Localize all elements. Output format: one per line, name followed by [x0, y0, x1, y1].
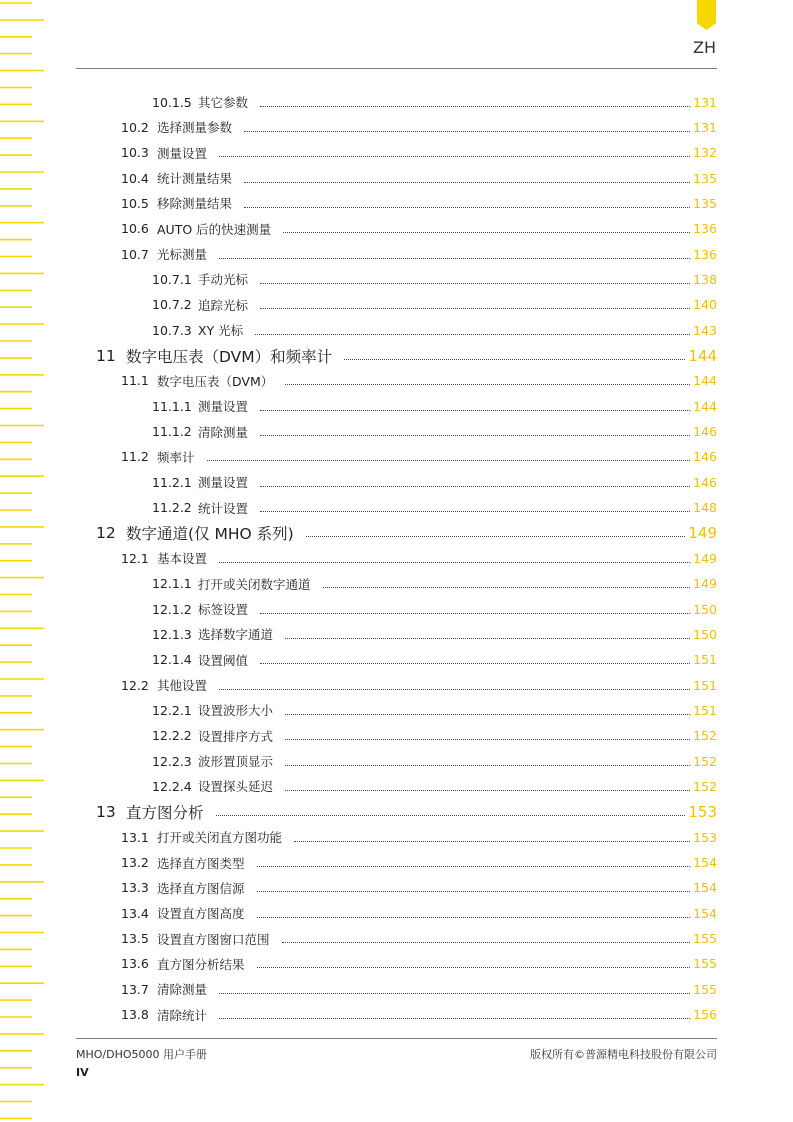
toc-entry[interactable] [0, 774, 793, 798]
dot-leader [260, 283, 690, 284]
toc-entry[interactable] [0, 952, 793, 976]
toc-entry-page: 148 [693, 500, 717, 516]
toc-entry-page: 152 [693, 753, 717, 769]
toc-entry-number: 11.2 [121, 449, 149, 465]
toc-entry-number: 13.5 [121, 931, 149, 947]
toc-entry-number: 13.8 [121, 1007, 149, 1023]
dot-leader [219, 689, 690, 690]
dot-leader [260, 486, 690, 487]
dot-leader [260, 308, 690, 309]
toc-entry-number: 13.6 [121, 956, 149, 972]
toc-entry-page: 150 [693, 626, 717, 642]
language-tab-label: ZH [693, 38, 716, 57]
toc-entry[interactable] [0, 420, 793, 444]
toc-entry[interactable] [0, 521, 793, 545]
toc-entry-page: 131 [693, 119, 717, 135]
toc-entry[interactable] [0, 293, 793, 317]
dot-leader [257, 891, 691, 892]
footer-rule [76, 1038, 717, 1039]
toc-entry-title: 打开或关闭直方图功能 [157, 830, 283, 846]
toc-entry-page: 136 [693, 246, 717, 262]
toc-entry-number: 10.5 [121, 195, 149, 211]
toc-entry-page: 151 [693, 652, 717, 668]
toc-entry-page: 144 [693, 398, 717, 414]
dot-leader [244, 182, 690, 183]
toc-entry-title: 其他设置 [157, 678, 208, 694]
toc-entry-number: 10.7.3 [152, 322, 192, 338]
toc-entry[interactable] [0, 825, 793, 849]
dot-leader [219, 1018, 690, 1019]
toc-entry-title: 清除统计 [157, 1007, 208, 1023]
toc-entry-title: 波形置顶显示 [198, 754, 274, 770]
header-rule [76, 68, 717, 69]
toc-entry-number: 13 [96, 802, 116, 821]
toc-entry[interactable] [0, 242, 793, 266]
toc-entry-number: 11.1.1 [152, 398, 192, 414]
toc-entry-number: 10.6 [121, 221, 149, 237]
toc-entry-title: 直方图分析 [126, 803, 204, 822]
toc-entry-page: 154 [693, 880, 717, 896]
page-number: IV [76, 1066, 89, 1079]
toc-entry-title: 设置探头延迟 [198, 779, 274, 795]
toc-entry-title: 打开或关闭数字通道 [198, 576, 311, 592]
toc-entry-title: 光标测量 [157, 247, 208, 263]
dot-leader [294, 841, 690, 842]
toc-entry-page: 149 [693, 576, 717, 592]
dot-leader [285, 638, 690, 639]
toc-entry-title: 标签设置 [198, 602, 249, 617]
toc-entry-title: 统计测量结果 [157, 171, 233, 187]
dot-leader [260, 106, 690, 107]
dot-leader [219, 258, 690, 259]
toc-entry-title: 设置直方图窗口范围 [157, 931, 270, 947]
toc-entry[interactable] [0, 977, 793, 1001]
toc-entry-page: 155 [693, 956, 717, 972]
toc-entry[interactable] [0, 217, 793, 241]
toc-entry-number: 13.1 [121, 829, 149, 845]
dot-leader [260, 613, 690, 614]
toc-entry[interactable] [0, 470, 793, 494]
toc-entry[interactable] [0, 572, 793, 596]
toc-entry[interactable] [0, 673, 793, 697]
toc-entry-title: 测量设置 [198, 475, 249, 491]
toc-entry[interactable] [0, 166, 793, 190]
toc-entry-number: 11.1.2 [152, 424, 192, 440]
toc-entry-page: 146 [693, 449, 717, 465]
toc-entry-title: 设置波形大小 [198, 703, 274, 719]
toc-entry-title: 清除测量 [198, 424, 249, 440]
toc-entry-number: 12.1.4 [152, 652, 192, 668]
toc-entry-title: 数字通道(仅 MHO 系列) [126, 524, 294, 543]
toc-entry-number: 10.7.1 [152, 271, 192, 287]
dot-leader [285, 714, 690, 715]
toc-entry-title: 频率计 [157, 449, 195, 465]
toc-entry-title: 选择直方图信源 [157, 880, 245, 896]
dot-leader [260, 663, 690, 664]
toc-entry-page: 155 [693, 931, 717, 947]
dot-leader [219, 993, 690, 994]
toc-entry-number: 13.4 [121, 905, 149, 921]
toc-entry[interactable] [0, 496, 793, 520]
toc-entry-title: 设置排序方式 [198, 728, 274, 744]
toc-entry-title: 测量设置 [157, 145, 208, 161]
toc-entry-number: 12.1.1 [152, 576, 192, 592]
toc-entry-number: 12.2.2 [152, 728, 192, 744]
toc-entry-title: 追踪光标 [198, 297, 249, 313]
toc-entry-title: 清除测量 [157, 982, 208, 998]
dot-leader [344, 359, 685, 360]
toc-entry-number: 10.7 [121, 246, 149, 262]
toc-entry-number: 10.1.5 [152, 94, 192, 110]
toc-entry-page: 154 [693, 855, 717, 870]
toc-entry[interactable] [0, 876, 793, 900]
toc-entry-page: 149 [688, 523, 717, 542]
toc-entry-number: 10.3 [121, 145, 149, 161]
toc-entry[interactable] [0, 546, 793, 570]
toc-entry-title: 选择测量参数 [157, 120, 233, 136]
toc-entry[interactable] [0, 648, 793, 672]
toc-entry-number: 11 [96, 346, 116, 365]
dot-leader [323, 587, 691, 588]
toc-entry-number: 12.2.4 [152, 778, 192, 794]
toc-entry-page: 135 [693, 170, 717, 186]
toc-entry-title: AUTO 后的快速测量 [157, 221, 272, 237]
dot-leader [257, 917, 691, 918]
toc-entry-number: 13.3 [121, 880, 149, 896]
toc-entry-page: 153 [693, 829, 717, 845]
toc-entry-number: 11.1 [121, 373, 149, 389]
toc-entry-page: 140 [693, 297, 717, 313]
toc-entry[interactable] [0, 749, 793, 773]
toc-entry[interactable] [0, 141, 793, 165]
toc-entry[interactable] [0, 344, 793, 368]
toc-entry-title: 测量设置 [198, 399, 249, 415]
copyright-notice: 版权所有©普源精电科技股份有限公司 [530, 1048, 717, 1061]
toc-entry-number: 12.1.2 [152, 601, 192, 617]
toc-entry[interactable] [0, 597, 793, 621]
toc-entry-page: 144 [693, 373, 717, 389]
toc-entry-title: 数字电压表（DVM） [157, 373, 274, 389]
toc-entry-page: 136 [693, 221, 717, 237]
toc-entry[interactable] [0, 115, 793, 139]
toc-entry-page: 143 [693, 322, 717, 338]
toc-entry-title: XY 光标 [198, 323, 244, 339]
dot-leader [207, 460, 691, 461]
dot-leader [260, 511, 690, 512]
toc-entry[interactable] [0, 1003, 793, 1027]
dot-leader [244, 131, 690, 132]
toc-entry-page: 131 [693, 94, 717, 110]
toc-entry[interactable] [0, 445, 793, 469]
toc-entry-title: 其它参数 [198, 95, 249, 110]
dot-leader [282, 942, 691, 943]
toc-entry-page: 156 [693, 1007, 717, 1023]
dot-leader [257, 967, 691, 968]
toc-entry[interactable] [0, 318, 793, 342]
toc-entry-title: 数字电压表（DVM）和频率计 [126, 347, 333, 366]
toc-entry-number: 10.2 [121, 119, 149, 135]
toc-entry-number: 10.4 [121, 170, 149, 186]
toc-entry-title: 基本设置 [157, 551, 208, 567]
toc-entry-number: 11.2.1 [152, 474, 192, 490]
dot-leader [219, 156, 690, 157]
dot-leader [285, 765, 690, 766]
dot-leader [219, 562, 690, 563]
toc-entry[interactable] [0, 800, 793, 824]
toc-entry[interactable] [0, 698, 793, 722]
toc-entry-page: 144 [688, 346, 717, 365]
toc-entry-page: 155 [693, 981, 717, 997]
toc-entry-page: 154 [693, 905, 717, 921]
toc-entry[interactable] [0, 369, 793, 393]
toc-entry-number: 12.2 [121, 677, 149, 693]
toc-entry-page: 149 [693, 550, 717, 566]
toc-entry-page: 135 [693, 195, 717, 211]
toc-entry-page: 152 [693, 778, 717, 794]
toc-entry-title: 选择直方图类型 [157, 855, 245, 871]
toc-entry-page: 132 [693, 145, 717, 161]
toc-entry[interactable] [0, 90, 793, 114]
toc-entry-page: 152 [693, 728, 717, 744]
toc-entry-title: 移除测量结果 [157, 196, 233, 212]
manual-title: MHO/DHO5000 用户手册 [76, 1048, 208, 1061]
toc-entry-number: 12.2.1 [152, 702, 192, 718]
toc-entry-title: 设置直方图高度 [157, 906, 245, 922]
dot-leader [285, 790, 690, 791]
toc-entry-number: 11.2.2 [152, 500, 192, 516]
dot-leader [283, 232, 690, 233]
dot-leader [255, 334, 690, 335]
toc-entry-title: 设置阈值 [198, 652, 249, 668]
toc-entry[interactable] [0, 901, 793, 925]
toc-entry-number: 12.1 [121, 550, 149, 566]
toc-entry-title: 统计设置 [198, 500, 249, 516]
toc-entry-number: 13.7 [121, 981, 149, 997]
toc-entry[interactable] [0, 724, 793, 748]
toc-entry-page: 151 [693, 702, 717, 718]
toc-entry[interactable] [0, 394, 793, 418]
toc-entry-number: 13.2 [121, 855, 149, 870]
toc-entry-page: 146 [693, 424, 717, 440]
toc-entry-page: 146 [693, 474, 717, 490]
dot-leader [260, 410, 690, 411]
toc-entry-number: 12 [96, 523, 116, 542]
toc-entry-page: 138 [693, 271, 717, 287]
toc-entry[interactable] [0, 267, 793, 291]
toc-entry[interactable] [0, 191, 793, 215]
toc-entry-title: 选择数字通道 [198, 627, 274, 643]
toc-entry-number: 12.1.3 [152, 626, 192, 642]
toc-entry-number: 12.2.3 [152, 753, 192, 769]
dot-leader [285, 384, 690, 385]
toc-entry-page: 150 [693, 601, 717, 617]
dot-leader [260, 435, 690, 436]
language-tab-marker [697, 0, 716, 30]
toc-entry[interactable] [0, 622, 793, 646]
toc-entry-number: 10.7.2 [152, 297, 192, 313]
toc-entry[interactable] [0, 927, 793, 951]
dot-leader [257, 866, 691, 867]
toc-entry-title: 直方图分析结果 [157, 956, 245, 972]
toc-entry[interactable] [0, 851, 793, 875]
toc-entry-page: 151 [693, 677, 717, 693]
dot-leader [306, 536, 686, 537]
toc-entry-page: 153 [688, 802, 717, 821]
toc-entry-title: 手动光标 [198, 272, 249, 288]
dot-leader [244, 207, 690, 208]
dot-leader [285, 739, 690, 740]
dot-leader [216, 815, 686, 816]
